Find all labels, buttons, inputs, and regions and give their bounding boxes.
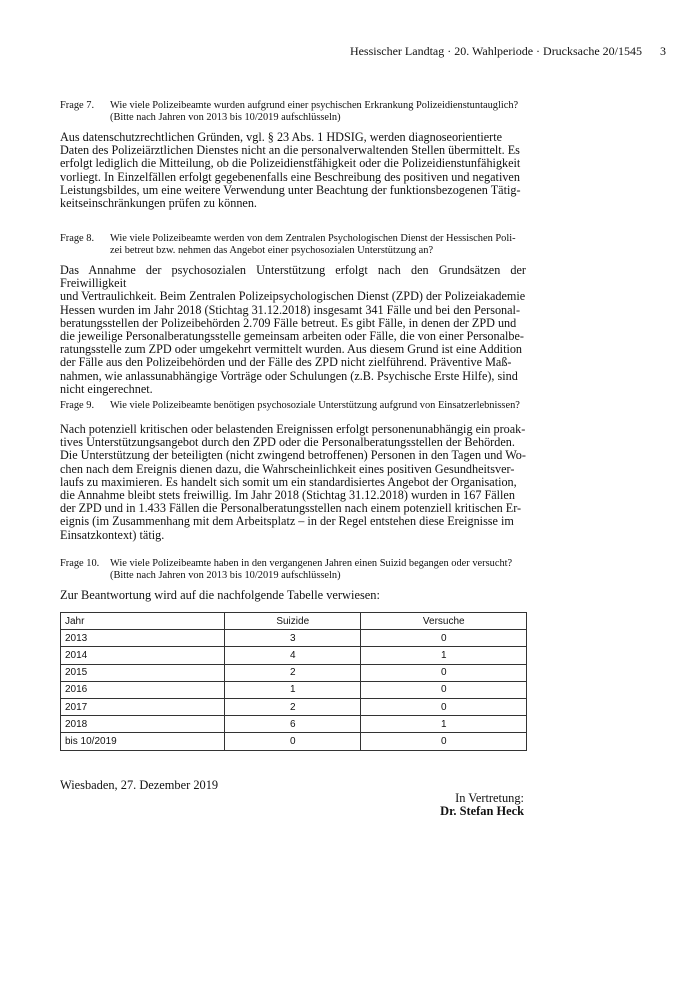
cell-attempts: 0 bbox=[361, 630, 527, 647]
signature-block bbox=[440, 792, 524, 818]
table-intro: Zur Beantwortung wird auf die nachfolgende Tabelle verwiesen: bbox=[60, 588, 380, 602]
table-row bbox=[61, 698, 527, 715]
table-row bbox=[61, 630, 527, 647]
table-row bbox=[61, 733, 527, 750]
answer-9: Nach potenziell kritischen oder belastenden Ereignissen erfolgt personenunabhängig ein proak- tives Unterstützungsangebot durch den ZPD oder die Personalberatungsstellen der Behörden. Die Unterstützung der beteiligten (nicht zwingend betroffenen) Personen in den Tagen und Wo- chen nach dem Ereignis dienen dazu, die Wahrscheinlichkeit eines positiven Gesundheitsver- laufs zu maximieren. Es handelt sich somit um ein standardisiertes Angebot der Organisation, die Annahme bleibt stets freiwillig. Im Jahr 2018 (Stichtag 31.12.2018) wurden in 167 Fällen der ZPD und in 1.433 Fällen die Personalberatungsstellen nach einem potenziell kritischen Er- eignis (im Zusammenhang mit dem Arbeitsplatz – in der Regel entstehen diese Ereignisse im Einsatzkontext) tätig. bbox=[60, 422, 526, 542]
cell-attempts: 0 bbox=[361, 664, 527, 681]
cell-attempts: 0 bbox=[361, 681, 527, 698]
question-10 bbox=[60, 558, 530, 582]
cell-suicides: 6 bbox=[225, 716, 361, 733]
question-number: Frage 8. bbox=[60, 233, 95, 244]
question-7 bbox=[60, 100, 530, 124]
column-header-suicides: Suizide bbox=[225, 613, 361, 630]
suicide-table bbox=[60, 612, 527, 751]
table-row bbox=[61, 681, 527, 698]
signature-role: In Vertretung: bbox=[455, 791, 524, 805]
cell-suicides: 4 bbox=[225, 647, 361, 664]
cell-year: bis 10/2019 bbox=[61, 733, 225, 750]
cell-suicides: 2 bbox=[225, 698, 361, 715]
cell-suicides: 0 bbox=[225, 733, 361, 750]
page-header bbox=[60, 44, 666, 60]
cell-attempts: 1 bbox=[361, 647, 527, 664]
question-number: Frage 7. bbox=[60, 100, 95, 111]
signature-name: Dr. Stefan Heck bbox=[440, 804, 524, 818]
cell-year: 2016 bbox=[61, 681, 225, 698]
cell-suicides: 3 bbox=[225, 630, 361, 647]
answer-8: Das Annahme der psychosozialen Unterstützung erfolgt nach den Grundsätzen der Freiwilligkeit und Vertraulichkeit. Beim Zentralen Polizeipsychologischen Dienst (ZPD) der Polizeiakademie Hessen wurden im Jahr 2018 (Stichtag 31.12.2018) insgesamt 341 Fälle und bei den Personal- beratungsstellen der Polizeibehörden 2.709 Fälle betreut. Es gibt Fälle, in denen der ZPD und die jeweilige Personalberatungsstelle gemeinsam arbeiten oder Fälle, die von einer Personalbe- ratungsstelle zum ZPD oder umgekehrt vermittelt wurden. Aus diesem Grund ist eine Addition der Fälle aus den Polizeibehörden und der Fälle des ZPD nicht zielführend. Präventive Maß- nahmen, wie anlassunabhängige Vorträge oder Schulungen (z.B. Psychische Erste Hilfe), sind nicht eingerechnet. bbox=[60, 263, 526, 396]
question-text: Wie viele Polizeibeamte werden von dem Zentralen Psychologischen Dienst der Hessischen Poli- zei betreut bzw. nehmen das Angebot einer psychosozialen Unterstützung an? bbox=[110, 233, 516, 256]
cell-year: 2013 bbox=[61, 630, 225, 647]
place-and-date: Wiesbaden, 27. Dezember 2019 bbox=[60, 778, 219, 792]
question-9 bbox=[60, 400, 530, 412]
table-header-row bbox=[61, 613, 527, 630]
column-header-year: Jahr bbox=[61, 613, 225, 630]
question-text: Wie viele Polizeibeamte benötigen psychosoziale Unterstützung aufgrund von Einsatzerlebnissen? bbox=[110, 400, 520, 411]
cell-attempts: 0 bbox=[361, 698, 527, 715]
cell-suicides: 2 bbox=[225, 664, 361, 681]
document-reference: Hessischer Landtag · 20. Wahlperiode · Drucksache 20/1545 bbox=[349, 44, 642, 58]
question-number: Frage 9. bbox=[60, 400, 95, 411]
cell-year: 2018 bbox=[61, 716, 225, 733]
cell-attempts: 0 bbox=[361, 733, 527, 750]
page-number: 3 bbox=[660, 44, 666, 58]
question-8 bbox=[60, 233, 530, 257]
column-header-attempts: Versuche bbox=[361, 613, 527, 630]
cell-year: 2014 bbox=[61, 647, 225, 664]
cell-year: 2015 bbox=[61, 664, 225, 681]
question-text: Wie viele Polizeibeamte wurden aufgrund einer psychischen Erkrankung Polizeidienstuntauglich? (Bitte nach Jahren von 2013 bis 10/2019 aufschlüsseln) bbox=[110, 100, 519, 123]
table-row bbox=[61, 664, 527, 681]
question-text: Wie viele Polizeibeamte haben in den vergangenen Jahren einen Suizid begangen oder versucht? (Bitte nach Jahren von 2013 bis 10/2019 aufschlüsseln) bbox=[110, 558, 513, 581]
cell-attempts: 1 bbox=[361, 716, 527, 733]
question-number: Frage 10. bbox=[60, 558, 100, 569]
table-row bbox=[61, 647, 527, 664]
cell-year: 2017 bbox=[61, 698, 225, 715]
table-row bbox=[61, 716, 527, 733]
answer-7: Aus datenschutzrechtlichen Gründen, vgl. § 23 Abs. 1 HDSIG, werden diagnoseorientierte Daten des Polizeiärztlichen Dienstes nicht an die personalverwaltenden Stellen übermittelt. Es erfolgt lediglich die Mitteilung, ob die Polizeidienstfähigkeit oder die Polizeidienstunfähigkeit vorliegt. In Einzelfällen erfolgt gegebenenfalls eine Beschreibung des positiven und negativen Leistungsbildes, um eine weitere Verwendung unter Beachtung der funktionsbezogenen Tätig- keitseinschränkungen prüfen zu können. bbox=[60, 130, 521, 211]
cell-suicides: 1 bbox=[225, 681, 361, 698]
